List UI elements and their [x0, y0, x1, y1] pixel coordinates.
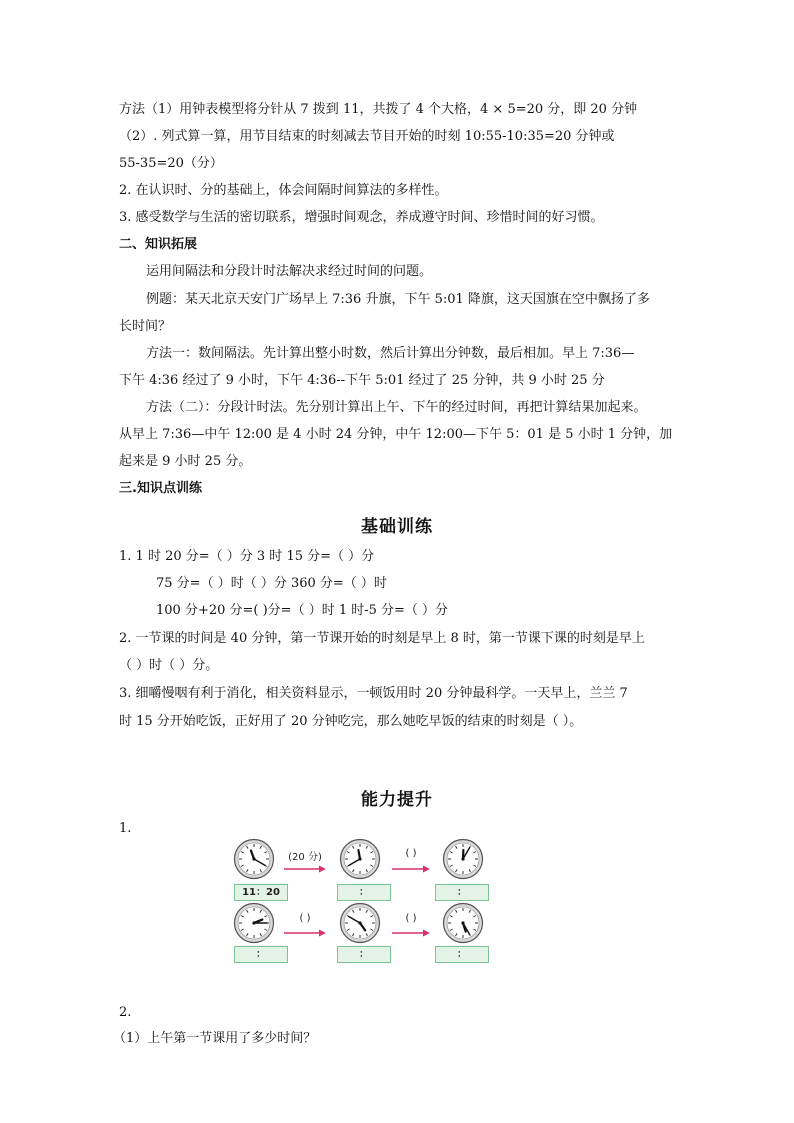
clock-face-3 — [447, 843, 479, 875]
basic-training-title: 基础训练 — [361, 517, 433, 537]
exercise-1-number: 1. — [119, 821, 132, 836]
time-box-top-1[interactable]: 11：20 — [234, 884, 288, 901]
question-1-line-2: 75 分=（ ）时（ ）分 360 分=（ ）时 — [156, 576, 387, 591]
clock-hour-hand-6 — [463, 923, 466, 932]
clock-rim-5 — [341, 904, 380, 943]
ability-title: 能力提升 — [361, 790, 433, 810]
intro-line-5: 3. 感受数学与生活的密切联系，增强时间观念，养成遵守时间、珍惜时间的好习惯。 — [119, 210, 604, 225]
method-two-line-1: 方法（二）：分段计时法。先分别计算出上午、下午的经过时间，再把计算结果加起来。 — [146, 400, 647, 415]
exercise-2-number: 2. — [119, 1005, 132, 1020]
clock-face-4 — [238, 907, 270, 939]
question-3-line-2: 时 15 分开始吃饭，正好用了 20 分钟吃完，那么她吃早饭的结束的时刻是（ ）。 — [119, 714, 583, 729]
clock-minute-hand-5 — [349, 917, 360, 924]
question-3-line-1: 3. 细嚼慢咽有利于消化，相关资料显示，一顿饭用时 20 分钟最科学。一天早上，兰兰 7 — [119, 686, 628, 701]
intro-line-4: 2. 在认识时、分的基础上，体会间隔时间算法的多样性。 — [119, 183, 448, 198]
intro-line-1: 方法（1）用钟表模型将分针从 7 拨到 11，共拨了 4 个大格，4 × 5=20 分，即 20 分钟 — [119, 102, 638, 117]
arrow-head-3 — [319, 930, 326, 937]
clock-face-6 — [447, 907, 479, 939]
clock-hour-hand-2 — [358, 850, 360, 859]
time-box-top-3[interactable]: ： — [435, 884, 489, 901]
clock-face-2 — [344, 843, 376, 875]
time-box-bottom-1[interactable]: ： — [234, 946, 288, 963]
intro-line-3: 55-35=20（分） — [119, 156, 223, 171]
question-2-line-1: 2. 一节课的时间是 40 分钟，第一节课开始的时刻是早上 8 时，第一节课下课的时刻是早上 — [119, 631, 645, 646]
clock-rim-3 — [444, 840, 483, 879]
arrow-label-top-1: (20 分) — [288, 852, 322, 863]
example-line-2: 长时间？ — [119, 319, 172, 334]
time-box-top-2[interactable]: ： — [337, 884, 391, 901]
clock-minute-hand-2 — [349, 859, 360, 866]
question-1-line-1: 1. 1 时 20 分=（ ）分 3 时 15 分=（ ）分 — [119, 549, 375, 564]
arrow-label-bottom-1: ( ) — [299, 913, 311, 924]
section-heading-practice: 三.知识点训练 — [119, 481, 202, 496]
time-box-bottom-3[interactable]: ： — [435, 946, 489, 963]
time-box-bottom-2[interactable]: ： — [337, 946, 391, 963]
clock-hour-hand-5 — [360, 923, 365, 930]
clock-minute-hand-6 — [463, 923, 470, 934]
clock-hour-hand-1 — [251, 851, 254, 859]
exercise-2-question-1: （1）上午第一节课用了多少时间？ — [113, 1031, 317, 1046]
clock-rim-4 — [235, 904, 274, 943]
arrow-head-1 — [319, 866, 326, 873]
arrow-label-top-2: ( ) — [405, 848, 417, 859]
method-two-line-3: 起来是 9 小时 25 分。 — [119, 454, 252, 469]
clock-rim-1 — [235, 840, 274, 879]
clock-hour-hand-4 — [254, 920, 262, 923]
method-one-line-2: 下午 4:36 经过了 9 小时，下午 4:36--下午 5:01 经过了 25 分钟，共 9 小时 25 分 — [119, 373, 605, 388]
clock-face-1 — [238, 843, 270, 875]
clock-rim-2 — [341, 840, 380, 879]
clock-minute-hand-1 — [254, 859, 265, 866]
arrow-head-2 — [423, 866, 430, 873]
arrow-label-bottom-2: ( ) — [405, 913, 417, 924]
section-heading-extension: 二、知识拓展 — [119, 237, 198, 252]
example-line-1: 例题：某天北京天安门广场早上 7:36 升旗，下午 5:01 降旗，这天国旗在空中飘扬了多 — [146, 292, 650, 307]
clock-minute-hand-3 — [463, 848, 470, 859]
question-1-line-3: 100 分+20 分=( )分=（ ）时 1 时-5 分=（ ）分 — [156, 603, 449, 618]
arrow-head-4 — [423, 930, 430, 937]
clock-face-5 — [344, 907, 376, 939]
clock-rim-6 — [444, 904, 483, 943]
method-one-line-1: 方法一：数间隔法。先计算出整小时数，然后计算出分钟数，最后相加。早上 7:36— — [146, 346, 635, 361]
intro-line-2: （2）. 列式算一算，用节目结束的时刻减去节目开始的时刻 10:55-10:35=20 分钟或 — [119, 129, 615, 144]
method-two-line-2: 从早上 7:36—中午 12:00 是 4 小时 24 分钟，中午 12:00—下午 5：01 是 5 小时 1 分钟，加 — [119, 427, 673, 442]
extension-para-1: 运用间隔法和分段计时法解决求经过时间的问题。 — [146, 264, 433, 279]
question-2-line-2: （ ）时（ ）分。 — [119, 658, 219, 673]
